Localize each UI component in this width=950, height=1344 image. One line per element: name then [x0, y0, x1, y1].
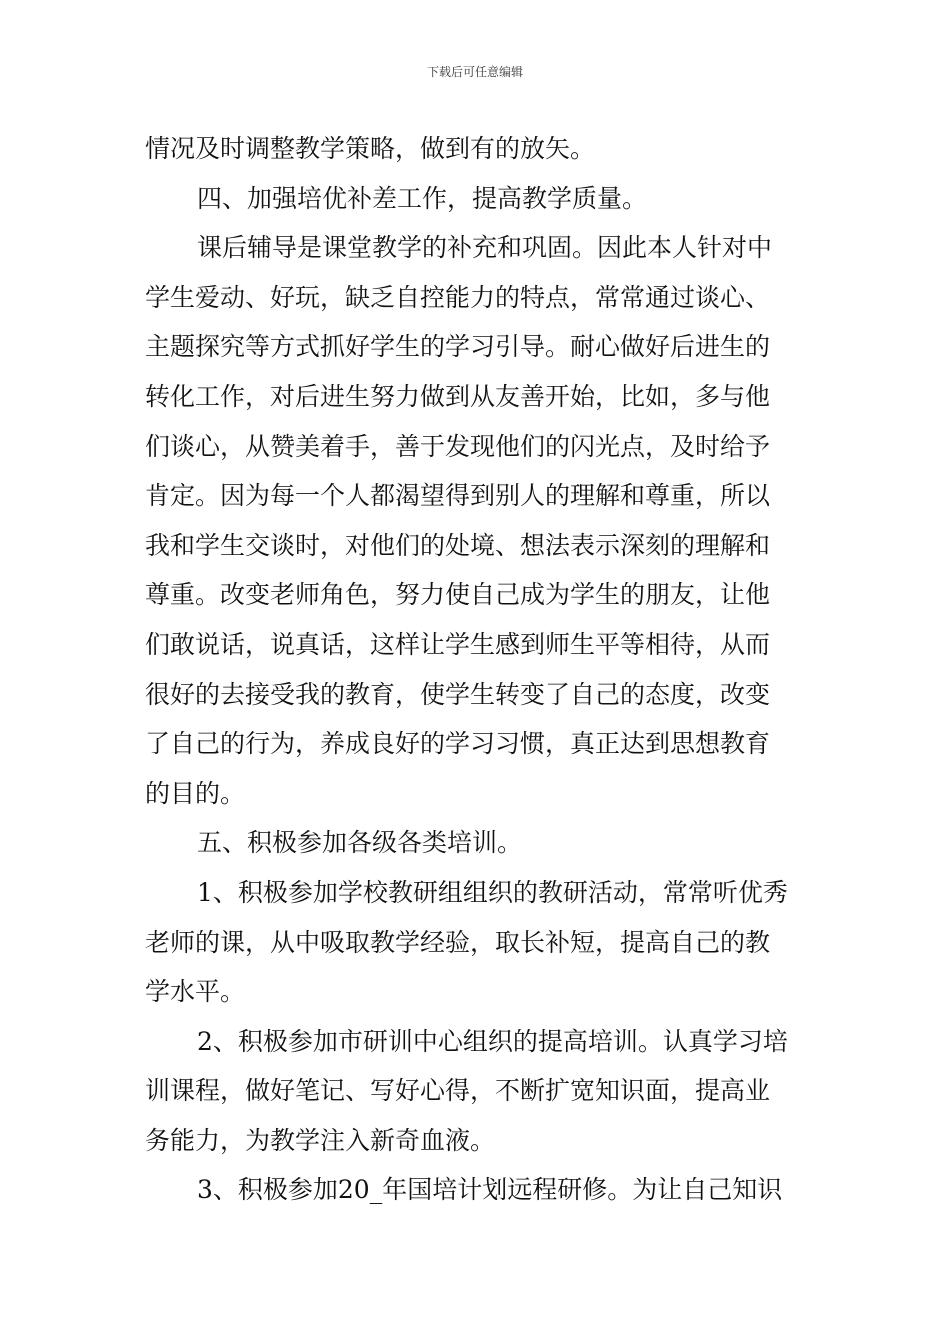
text-line: 们谈心，从赞美着手，善于发现他们的闪光点，及时给予 — [145, 431, 771, 461]
list-item: 3、积极参加20_年国培计划远程研修。为让自己知识 — [197, 1175, 783, 1205]
text-line: 肯定。因为每一个人都渴望得到别人的理解和尊重，所以 — [145, 481, 771, 511]
text-line: 尊重。改变老师角色，努力使自己成为学生的朋友，让他 — [145, 580, 771, 610]
text-line: 主题探究等方式抓好学生的学习引导。耐心做好后进生的 — [145, 332, 771, 362]
text-line: 情况及时调整教学策略，做到有的放矢。 — [145, 134, 596, 163]
text-line: 学生爱动、好玩，缺乏自控能力的特点，常常通过谈心、 — [145, 282, 771, 312]
text-line: 了自己的行为，养成良好的学习习惯，真正达到思想教育 — [145, 729, 771, 759]
document-body — [145, 124, 815, 1215]
text-line: 训课程，做好笔记、写好心得，不断扩宽知识面，提高业 — [145, 1076, 771, 1106]
text-line: 转化工作，对后进生努力做到从友善开始，比如，多与他 — [145, 381, 771, 411]
list-item: 1、积极参加学校教研组组织的教研活动，常常听优秀 — [197, 877, 788, 907]
text-line: 们敢说话，说真话，这样让学生感到师生平等相待，从而 — [145, 629, 771, 659]
section-heading: 四、加强培优补差工作，提高教学质量。 — [197, 183, 648, 213]
text-line: 的目的。 — [145, 778, 246, 808]
list-item: 2、积极参加市研训中心组织的提高培训。认真学习培 — [197, 1026, 788, 1056]
text-line: 课后辅导是课堂教学的补充和巩固。因此本人针对中 — [197, 233, 773, 263]
text-line: 学水平。 — [145, 977, 246, 1007]
section-heading: 五、积极参加各级各类培训。 — [197, 828, 523, 858]
text-line: 我和学生交谈时，对他们的处境、想法表示深刻的理解和 — [145, 530, 771, 560]
text-line: 务能力，为教学注入新奇血液。 — [145, 1125, 496, 1155]
page-header: 下载后可任意编辑 — [426, 65, 523, 79]
text-line: 老师的课，从中吸取教学经验，取长补短，提高自己的教 — [145, 927, 771, 957]
text-line: 很好的去接受我的教育，使学生转变了自己的态度，改变 — [145, 679, 771, 709]
